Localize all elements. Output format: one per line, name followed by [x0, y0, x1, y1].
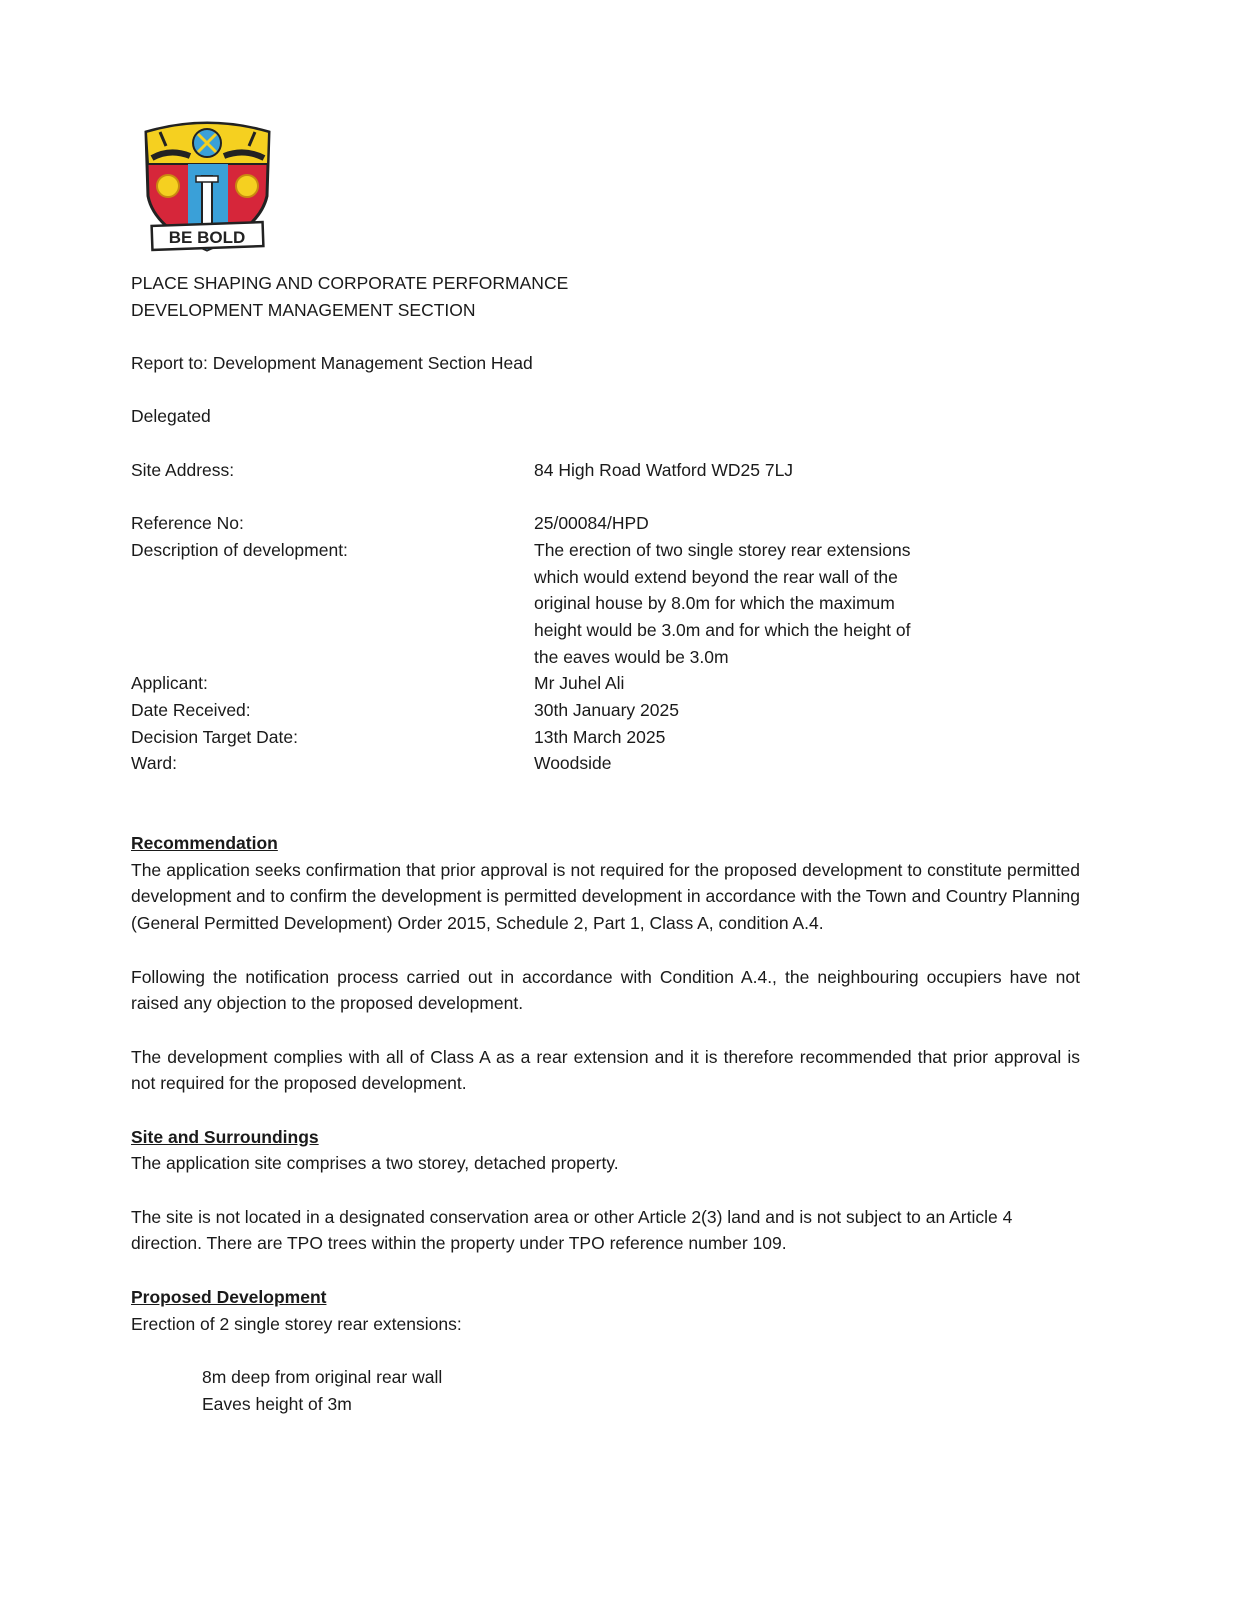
section-title: DEVELOPMENT MANAGEMENT SECTION [131, 299, 476, 320]
ward-row [131, 750, 612, 777]
proposed-item: 8m deep from original rear wall [202, 1366, 443, 1387]
applicant-label: Applicant: [131, 673, 208, 694]
target-date-row [131, 724, 666, 751]
department-title: PLACE SHAPING AND CORPORATE PERFORMANCE [131, 273, 569, 293]
body [131, 830, 1080, 1417]
report-to: Report to: Development Management Section Head [131, 353, 533, 374]
date-received-value: 30th January 2025 [534, 700, 679, 721]
recommendation-paragraph: Following the notification process carried out in accordance with Condition A.4., the neighbouring occupiers have not raised any objection to the proposed development. [131, 966, 1080, 1014]
reference-row [131, 510, 649, 537]
recommendation-heading: Recommendation [131, 833, 278, 853]
reference-label: Reference No: [131, 513, 244, 534]
description-value [534, 537, 994, 671]
description-line: height would be 3.0m and for which the height of [534, 619, 911, 640]
applicant-value: Mr Juhel Ali [534, 673, 625, 694]
site-address-label: Site Address: [131, 459, 235, 480]
ward-value: Woodside [534, 753, 612, 774]
ward-label: Ward: [131, 753, 178, 774]
recommendation-paragraph: The development complies with all of Class A as a rear extension and it is therefore recommended that prior approval is not required for the proposed development. [131, 1046, 1080, 1094]
description-row [131, 537, 911, 671]
description-line: The erection of two single storey rear extensions [534, 539, 911, 560]
date-received-row [131, 697, 679, 724]
description-label: Description of development: [131, 539, 348, 560]
description-line: original house by 8.0m for which the maximum [534, 593, 895, 614]
site-address-row [131, 457, 794, 484]
date-received-label: Date Received: [131, 700, 251, 721]
description-line: which would extend beyond the rear wall of the [534, 566, 898, 587]
target-date-label: Decision Target Date: [131, 726, 298, 747]
proposed-heading: Proposed Development [131, 1286, 327, 1307]
reference-value: 25/00084/HPD [534, 513, 649, 534]
site-address-value: 84 High Road Watford WD25 7LJ [534, 459, 794, 480]
site-paragraph: The site is not located in a designated conservation area or other Article 2(3) land and is not subject to an Article 4 direction. There are TPO trees within the property under TPO reference number 109. [131, 1206, 1013, 1254]
target-date-value: 13th March 2025 [534, 726, 666, 747]
header [131, 270, 911, 777]
proposed-item: Eaves height of 3m [202, 1393, 352, 1414]
description-line: the eaves would be 3.0m [534, 646, 729, 667]
logo-motto: BE BOLD [168, 228, 246, 247]
site-heading: Site and Surroundings [131, 1126, 319, 1147]
council-crest-logo [140, 118, 275, 258]
delegated-label: Delegated [131, 406, 211, 427]
site-paragraph: The application site comprises a two storey, detached property. [131, 1153, 619, 1174]
proposed-intro: Erection of 2 single storey rear extensions: [131, 1313, 462, 1334]
applicant-row [131, 670, 625, 697]
recommendation-paragraph: The application seeks confirmation that prior approval is not required for the proposed development to constitute permitted development and to confirm the development is permitted development in accordance with the Town and Country Planning (General Permitted Development) Order 2015, Schedule 2, Part 1, Class A, condition A.4. [131, 859, 1080, 934]
